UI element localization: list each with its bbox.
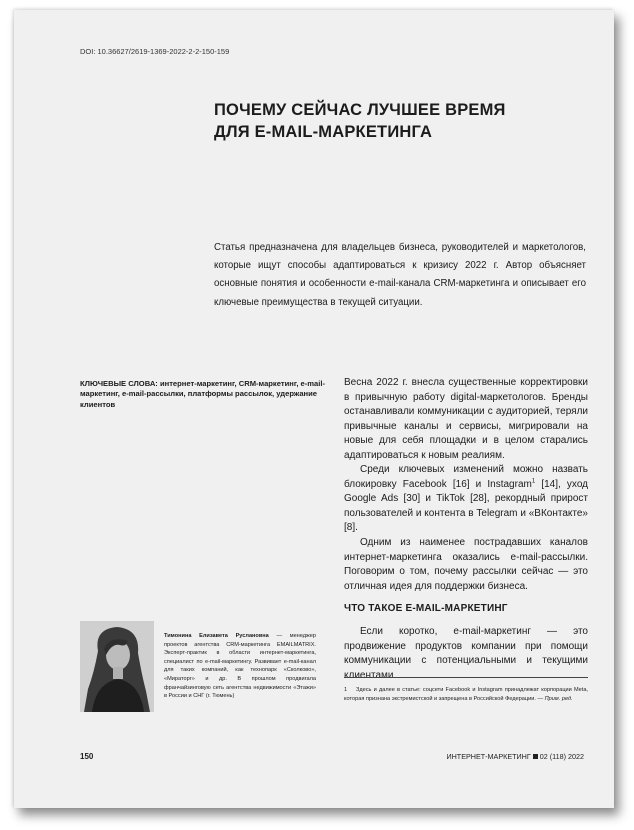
doi-line: DOI: 10.36627/2619-1369-2022-2-2-150-159 — [80, 47, 230, 56]
article-body — [344, 376, 588, 594]
title-line-1: ПОЧЕМУ СЕЙЧАС ЛУЧШЕЕ ВРЕМЯ — [214, 101, 506, 119]
author-name: Тимонина Елизавета Руслановна — [164, 633, 269, 639]
body-paragraph-2-text-b: [14], уход Google Ads [30] и TikTok [28], рекордный прирост пользователей и контента в Telegram и «ВКонтакте» [8]. — [344, 478, 588, 534]
author-portrait-image — [80, 621, 154, 712]
body-paragraph-2-text-a: Среди ключевых изменений можно назвать блокировку Facebook [16] и Instagram — [344, 464, 588, 490]
journal-name: ИНТЕРНЕТ-МАРКЕТИНГ — [446, 752, 531, 761]
section-body — [344, 625, 588, 683]
running-footer — [446, 752, 584, 761]
footnote — [344, 686, 588, 704]
author-bio — [164, 632, 316, 701]
author-description: — менеджер проектов агентства CRM-маркетинга EMAILMATRIX. Эксперт-практик в области интернет-маркетинга, специалист по e-mail-маркетингу. Развивает e-mail-канал для таких компаний, как технопарк «Сколково», «Мираторг» и др. В прошлом продвигала франчайзинговую сеть агентства недвижимости «Этажи» в России и СНГ (г. Тюмень) — [164, 633, 316, 700]
author-photo — [80, 621, 154, 712]
footnote-divider — [344, 677, 588, 678]
footnote-signature: Прим. ред. — [544, 695, 573, 702]
title-line-2: ДЛЯ E-MAIL-МАРКЕТИНГА — [214, 123, 433, 141]
page-number: 150 — [80, 752, 94, 761]
footnote-ref: 1 — [531, 478, 536, 485]
article-title — [214, 99, 544, 143]
footnote-text: Здесь и далее в статье: соцсети Facebook и Instagram принадлежат корпорации Meta, которая признана экстремистской и запрещена в Российской Федерации. — — [344, 687, 588, 702]
issue-number: 02 (118) 2022 — [539, 752, 584, 761]
section-paragraph-1: Если коротко, e-mail-маркетинг — это продвижение продуктов компании при помощи коммуникации с потенциальными и текущими клиентами — [344, 626, 588, 681]
square-separator-icon — [533, 754, 538, 759]
body-paragraph-2 — [344, 463, 588, 536]
journal-page — [14, 10, 614, 808]
article-abstract: Статья предназначена для владельцев бизнеса, руководителей и маркетологов, которые ищут способы адаптироваться к кризису 2022 г. Автор объясняет основные понятия и особенности e-mail-канала CRM-маркетинга и описывает его ключевые преимущества в текущей ситуации. — [214, 242, 586, 308]
keywords: КЛЮЧЕВЫЕ СЛОВА: интернет-маркетинг, CRM-маркетинг, e-mail-маркетинг, e-mail-рассылки, платформы рассылок, удержание клиентов — [80, 379, 326, 409]
body-paragraph-1: Весна 2022 г. внесла существенные корректировки в привычную работу digital-маркетологов. Бренды останавливали коммуникации с аудиторией, теряли привычные каналы и сервисы, мигрировали на новые для себя площадки и в целом старались адаптироваться к новым реалиям. — [344, 377, 588, 461]
footnote-mark: 1 — [344, 687, 348, 693]
section-heading: ЧТО ТАКОЕ E-MAIL-МАРКЕТИНГ — [344, 603, 508, 614]
body-paragraph-3: Одним из наименее пострадавших каналов интернет-маркетинга оказались e-mail-рассылки. Поговорим о том, почему рассылки сейчас — это отличная идея для поддержки бизнеса. — [344, 537, 588, 592]
